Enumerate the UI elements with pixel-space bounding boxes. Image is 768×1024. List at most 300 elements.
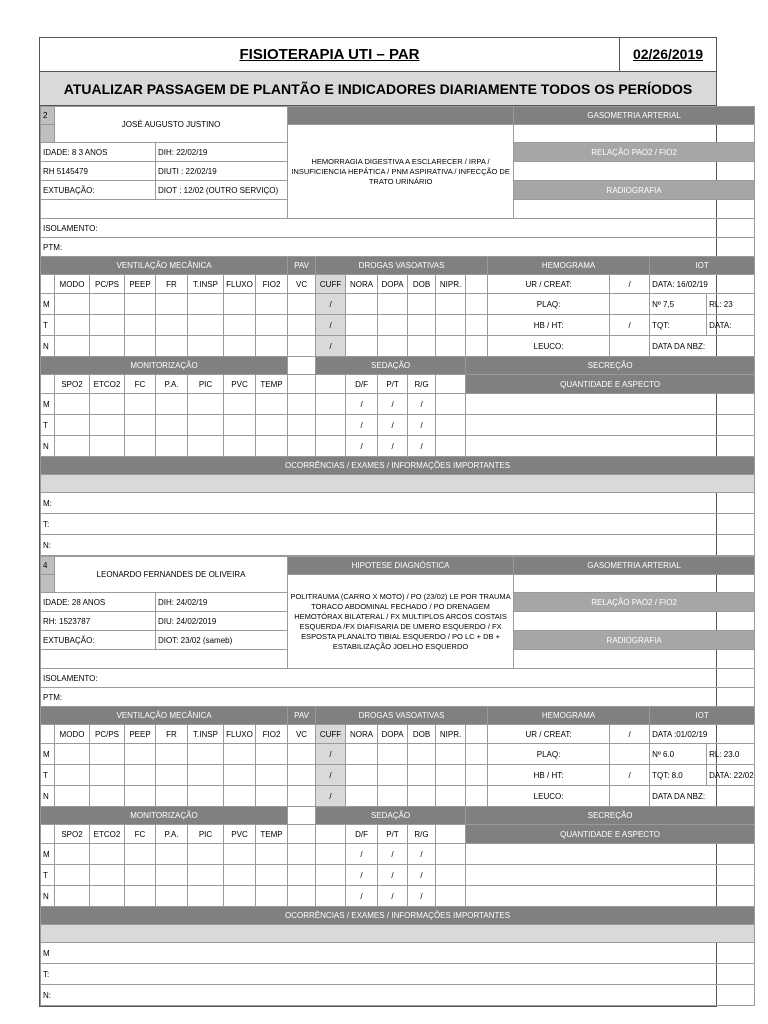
iot-field: RL: 23 [707, 294, 755, 315]
sed-input[interactable] [436, 844, 466, 865]
vm-col-header: NIPR. [436, 275, 466, 294]
ocorrencias-header: OCORRÊNCIAS / EXAMES / INFORMAÇÕES IMPORTANTES [41, 457, 755, 475]
blank-cell[interactable] [316, 844, 346, 865]
drug-input[interactable] [346, 336, 378, 357]
sed-slash[interactable]: / [378, 844, 408, 865]
age-field: IDADE: 8 3 ANOS [41, 143, 156, 162]
iot-field: DATA: 22/02 [707, 765, 755, 786]
vm-col-header: FLUXO [224, 725, 256, 744]
mon-input[interactable] [256, 844, 288, 865]
mon-input[interactable] [125, 415, 156, 436]
title-row [40, 38, 716, 72]
vm-input[interactable] [288, 786, 316, 807]
vm-col-header: FR [156, 275, 188, 294]
sedacao-header: SEDAÇÃO [316, 357, 466, 375]
drug-input[interactable] [436, 786, 466, 807]
secrecao-input[interactable] [466, 415, 755, 436]
sed-slash[interactable]: / [378, 415, 408, 436]
iot-field: Nº 6.0 [650, 744, 707, 765]
relacao-value[interactable] [514, 612, 755, 631]
mon-col-header: ETCO2 [90, 825, 125, 844]
vm-input[interactable] [55, 336, 90, 357]
mon-input[interactable] [90, 886, 125, 907]
gasometria-value[interactable] [514, 125, 755, 143]
patient-block [40, 106, 755, 556]
vm-col-header: T.INSP [188, 275, 224, 294]
vm-col-header: PEEP [125, 725, 156, 744]
cuff-slash[interactable]: / [316, 315, 346, 336]
mon-input[interactable] [224, 886, 256, 907]
blank-cell[interactable] [288, 394, 316, 415]
mon-col-header: PIC [188, 375, 224, 394]
mon-input[interactable] [188, 865, 224, 886]
sed-col-header: R/G [408, 825, 436, 844]
secrecao-header: SECREÇÃO [466, 807, 755, 825]
vm-col-header: NORA [346, 275, 378, 294]
blank-cell [41, 725, 55, 744]
gasometria-value[interactable] [514, 575, 755, 593]
occurrence-line[interactable]: M: [41, 493, 755, 514]
drug-input[interactable] [378, 315, 408, 336]
drug-input[interactable] [466, 765, 488, 786]
blank-cell [466, 275, 488, 294]
sed-input[interactable] [436, 886, 466, 907]
quantidade-header: QUANTIDADE E ASPECTO [466, 375, 755, 394]
vm-input[interactable] [55, 744, 90, 765]
mon-input[interactable] [156, 865, 188, 886]
mon-input[interactable] [224, 394, 256, 415]
vm-input[interactable] [288, 294, 316, 315]
blank-cell [41, 650, 288, 669]
vm-input[interactable] [188, 765, 224, 786]
sed-input[interactable] [436, 436, 466, 457]
mon-input[interactable] [90, 844, 125, 865]
vm-col-header: FIO2 [256, 725, 288, 744]
sed-slash[interactable]: / [346, 844, 378, 865]
drug-input[interactable] [466, 336, 488, 357]
vm-input[interactable] [224, 765, 256, 786]
occurrence-line[interactable]: T: [41, 964, 755, 985]
vm-input[interactable] [90, 765, 125, 786]
mon-input[interactable] [125, 436, 156, 457]
mon-input[interactable] [188, 436, 224, 457]
blank-cell[interactable] [316, 394, 346, 415]
leuco-label: LEUCO: [488, 336, 610, 357]
sed-slash[interactable]: / [408, 436, 436, 457]
vm-input[interactable] [188, 294, 224, 315]
radiografia-value[interactable] [514, 200, 755, 219]
patient-name: JOSÉ AUGUSTO JUSTINO [55, 107, 288, 143]
mon-input[interactable] [188, 886, 224, 907]
vm-col-header: VC [288, 275, 316, 294]
vm-input[interactable] [125, 315, 156, 336]
blank-cell [466, 725, 488, 744]
vm-col-header: MODO [55, 275, 90, 294]
iot-field: RL: 23.0 [707, 744, 755, 765]
drug-input[interactable] [436, 765, 466, 786]
drug-input[interactable] [436, 294, 466, 315]
ptm-field[interactable]: PTM: [41, 688, 755, 707]
blank-cell [41, 375, 55, 394]
blank-cell [436, 825, 466, 844]
mon-input[interactable] [188, 844, 224, 865]
vm-input[interactable] [288, 765, 316, 786]
shift-label: M [41, 844, 55, 865]
sed-slash[interactable]: / [346, 865, 378, 886]
sed-input[interactable] [436, 415, 466, 436]
drug-input[interactable] [378, 744, 408, 765]
mon-input[interactable] [125, 865, 156, 886]
sed-slash[interactable]: / [408, 886, 436, 907]
drug-input[interactable] [466, 786, 488, 807]
vm-input[interactable] [288, 315, 316, 336]
vm-input[interactable] [188, 336, 224, 357]
mon-input[interactable] [256, 886, 288, 907]
iot-data: DATA: 16/02/19 [650, 275, 755, 294]
drug-input[interactable] [436, 744, 466, 765]
mon-col-header: P.A. [156, 825, 188, 844]
vm-input[interactable] [90, 744, 125, 765]
mon-col-header: PVC [224, 825, 256, 844]
sed-col-header: P/T [378, 825, 408, 844]
quantidade-header: QUANTIDADE E ASPECTO [466, 825, 755, 844]
sedacao-header: SEDAÇÃO [316, 807, 466, 825]
vm-col-header: NIPR. [436, 725, 466, 744]
vm-input[interactable] [125, 336, 156, 357]
iot-field: TQT: [650, 315, 707, 336]
cuff-slash[interactable]: / [316, 765, 346, 786]
iot-field: Nº 7,5 [650, 294, 707, 315]
hem-value[interactable] [610, 336, 650, 357]
drug-input[interactable] [436, 336, 466, 357]
mon-input[interactable] [188, 415, 224, 436]
drug-input[interactable] [378, 294, 408, 315]
hypothesis-header [288, 107, 514, 125]
sed-input[interactable] [436, 865, 466, 886]
isolamento-field[interactable]: ISOLAMENTO: [41, 219, 755, 238]
bed-number: 2 [41, 107, 55, 125]
shift-label: T [41, 765, 55, 786]
drug-input[interactable] [408, 294, 436, 315]
gasometria-header: GASOMETRIA ARTERIAL [514, 557, 755, 575]
vm-input[interactable] [125, 294, 156, 315]
shift-label: N [41, 436, 55, 457]
mon-input[interactable] [55, 415, 90, 436]
mon-col-header: SPO2 [55, 375, 90, 394]
vm-input[interactable] [288, 336, 316, 357]
vm-input[interactable] [256, 294, 288, 315]
secrecao-input[interactable] [466, 394, 755, 415]
vm-input[interactable] [125, 765, 156, 786]
mon-input[interactable] [156, 415, 188, 436]
vm-col-header: FR [156, 725, 188, 744]
rh-field: RH: 1523787 [41, 612, 156, 631]
plaq-label: PLAQ: [488, 294, 610, 315]
shift-label: T [41, 415, 55, 436]
secrecao-input[interactable] [466, 436, 755, 457]
mon-input[interactable] [224, 844, 256, 865]
secrecao-input[interactable] [466, 865, 755, 886]
blank-cell[interactable] [316, 886, 346, 907]
cuff-slash[interactable]: / [316, 336, 346, 357]
sed-col-header: P/T [378, 375, 408, 394]
diagnosis-text: HEMORRAGIA DIGESTIVA A ESCLARECER / IRPA / INSUFICIENCIA HEPÁTICA / PNM ASPIRATIVA / INFECÇÃO DE TRATO URINÁRIO [288, 125, 514, 219]
blank-cell[interactable] [288, 415, 316, 436]
vm-col-header: DOB [408, 725, 436, 744]
blank-cell [41, 825, 55, 844]
nbz-label: DATA DA NBZ: [650, 336, 755, 357]
iot-field: TQT: 8.0 [650, 765, 707, 786]
relacao-header: RELAÇÃO PAO2 / FIO2 [514, 143, 755, 162]
shift-label: N [41, 786, 55, 807]
shift-label: M [41, 744, 55, 765]
vm-input[interactable] [90, 336, 125, 357]
diagnosis-text: POLITRAUMA (CARRO X MOTO) / PO (23/02) LE POR TRAUMA TORACO ABDOMINAL FECHADO / PO DRENAGEM HEMOTÓRAX BILATERAL / FX MULTIPLOS ARCOS COSTAIS ESQUERDA /FX DIAFISARIA DE UMERO ESQUERDO / FX ESPOSTA PLANALTO TIBIAL ESQUERDO / PO LC + DB + ESTABILIZAÇÃO JOELHO ESQUERDO [288, 575, 514, 669]
mon-input[interactable] [224, 436, 256, 457]
sed-slash[interactable]: / [378, 394, 408, 415]
vm-input[interactable] [125, 786, 156, 807]
vm-col-header: DOB [408, 275, 436, 294]
vm-col-header: FIO2 [256, 275, 288, 294]
vm-input[interactable] [55, 765, 90, 786]
mon-input[interactable] [256, 436, 288, 457]
vm-input[interactable] [224, 315, 256, 336]
mon-input[interactable] [156, 394, 188, 415]
drug-input[interactable] [346, 294, 378, 315]
vm-col-header: MODO [55, 725, 90, 744]
mon-input[interactable] [55, 886, 90, 907]
occurrence-line[interactable]: T: [41, 514, 755, 535]
vm-col-header: FLUXO [224, 275, 256, 294]
hem-value[interactable] [610, 744, 650, 765]
vm-input[interactable] [90, 294, 125, 315]
vm-col-header: PC/PS [90, 275, 125, 294]
vm-input[interactable] [55, 786, 90, 807]
drug-input[interactable] [346, 786, 378, 807]
sed-slash[interactable]: / [346, 436, 378, 457]
extubacao-field: EXTUBAÇÃO: [41, 631, 156, 650]
mon-input[interactable] [156, 436, 188, 457]
drug-input[interactable] [378, 336, 408, 357]
patient-block [40, 556, 755, 1006]
drug-input[interactable] [466, 315, 488, 336]
vm-input[interactable] [224, 786, 256, 807]
mon-input[interactable] [90, 436, 125, 457]
mon-col-header: ETCO2 [90, 375, 125, 394]
mon-input[interactable] [256, 394, 288, 415]
vm-input[interactable] [90, 315, 125, 336]
ocorrencias-header: OCORRÊNCIAS / EXAMES / INFORMAÇÕES IMPORTANTES [41, 907, 755, 925]
vm-input[interactable] [256, 765, 288, 786]
vm-input[interactable] [55, 315, 90, 336]
ptm-field[interactable]: PTM: [41, 238, 755, 257]
mon-input[interactable] [90, 865, 125, 886]
blank-cell [316, 375, 346, 394]
drug-input[interactable] [466, 294, 488, 315]
instruction-banner: ATUALIZAR PASSAGEM DE PLANTÃO E INDICADORES DIARIAMENTE TODOS OS PERÍODOS [40, 72, 716, 106]
drug-input[interactable] [408, 786, 436, 807]
vm-input[interactable] [156, 294, 188, 315]
hemograma-header: HEMOGRAMA [488, 707, 650, 725]
radiografia-header: RADIOGRAFIA [514, 181, 755, 200]
mon-input[interactable] [224, 415, 256, 436]
ventilacao-header: VENTILAÇÃO MECÂNICA [41, 257, 288, 275]
hb-slash[interactable]: / [610, 315, 650, 336]
mon-input[interactable] [156, 844, 188, 865]
blank-cell [288, 825, 316, 844]
vm-col-header: DOPA [378, 275, 408, 294]
vm-input[interactable] [256, 786, 288, 807]
form-title: FISIOTERAPIA UTI – PAR [239, 46, 420, 63]
vm-input[interactable] [90, 786, 125, 807]
sed-slash[interactable]: / [378, 886, 408, 907]
ocorrencias-band [41, 925, 755, 943]
occurrence-line[interactable]: M [41, 943, 755, 964]
ur-slash: / [610, 725, 650, 744]
diot-field: DIOT: 23/02 (sameb) [156, 631, 288, 650]
mon-input[interactable] [125, 394, 156, 415]
hb-slash[interactable]: / [610, 765, 650, 786]
ventilacao-header: VENTILAÇÃO MECÂNICA [41, 707, 288, 725]
blank-cell[interactable] [288, 886, 316, 907]
vm-input[interactable] [156, 336, 188, 357]
vm-input[interactable] [156, 315, 188, 336]
rh-field: RH 5145479 [41, 162, 156, 181]
radiografia-header: RADIOGRAFIA [514, 631, 755, 650]
secrecao-input[interactable] [466, 886, 755, 907]
bed-cell [41, 575, 55, 593]
iot-field: DATA: [707, 315, 755, 336]
mon-input[interactable] [156, 886, 188, 907]
cuff-slash[interactable]: / [316, 786, 346, 807]
blank-cell[interactable] [288, 865, 316, 886]
drug-input[interactable] [466, 744, 488, 765]
sed-col-header: R/G [408, 375, 436, 394]
vm-col-header: CUFF [316, 275, 346, 294]
sed-slash[interactable]: / [346, 886, 378, 907]
mon-col-header: PIC [188, 825, 224, 844]
vm-input[interactable] [256, 744, 288, 765]
occurrence-line[interactable]: N: [41, 985, 755, 1006]
cuff-slash[interactable]: / [316, 294, 346, 315]
mon-col-header: SPO2 [55, 825, 90, 844]
sed-slash[interactable]: / [378, 865, 408, 886]
mon-input[interactable] [125, 886, 156, 907]
dih-field: DIH: 24/02/19 [156, 593, 288, 612]
vm-input[interactable] [224, 294, 256, 315]
drogas-header: DROGAS VASOATIVAS [316, 257, 488, 275]
relacao-value[interactable] [514, 162, 755, 181]
hem-value[interactable] [610, 786, 650, 807]
drug-input[interactable] [378, 786, 408, 807]
mon-input[interactable] [55, 394, 90, 415]
mon-input[interactable] [55, 865, 90, 886]
mon-input[interactable] [90, 394, 125, 415]
drug-input[interactable] [436, 315, 466, 336]
vm-input[interactable] [125, 744, 156, 765]
iot-data: DATA :01/02/19 [650, 725, 755, 744]
vm-input[interactable] [188, 315, 224, 336]
sed-slash[interactable]: / [408, 844, 436, 865]
sed-slash[interactable]: / [378, 436, 408, 457]
drug-input[interactable] [408, 765, 436, 786]
blank-cell [41, 275, 55, 294]
sed-slash[interactable]: / [346, 415, 378, 436]
mon-input[interactable] [256, 865, 288, 886]
vm-input[interactable] [256, 315, 288, 336]
cuff-slash[interactable]: / [316, 744, 346, 765]
iot-header: IOT [650, 707, 755, 725]
vm-input[interactable] [55, 294, 90, 315]
vm-col-header: CUFF [316, 725, 346, 744]
drug-input[interactable] [346, 765, 378, 786]
mon-input[interactable] [125, 844, 156, 865]
mon-input[interactable] [188, 394, 224, 415]
blank-cell[interactable] [288, 844, 316, 865]
drug-input[interactable] [346, 744, 378, 765]
plaq-label: PLAQ: [488, 744, 610, 765]
age-field: IDADE: 28 ANOS [41, 593, 156, 612]
mon-input[interactable] [55, 844, 90, 865]
sed-slash[interactable]: / [408, 865, 436, 886]
blank-cell[interactable] [288, 436, 316, 457]
isolamento-field[interactable]: ISOLAMENTO: [41, 669, 755, 688]
vm-input[interactable] [256, 336, 288, 357]
secrecao-input[interactable] [466, 844, 755, 865]
vm-input[interactable] [156, 744, 188, 765]
blank-cell[interactable] [316, 415, 346, 436]
diu-field: DIU: 24/02/2019 [156, 612, 288, 631]
mon-input[interactable] [224, 865, 256, 886]
shift-label: M [41, 294, 55, 315]
vm-input[interactable] [224, 336, 256, 357]
vm-input[interactable] [188, 744, 224, 765]
hem-value[interactable] [610, 294, 650, 315]
bed-cell [41, 125, 55, 143]
blank-cell[interactable] [316, 436, 346, 457]
vm-input[interactable] [156, 765, 188, 786]
blank-cell [316, 825, 346, 844]
blank-cell [288, 375, 316, 394]
drogas-header: DROGAS VASOATIVAS [316, 707, 488, 725]
mon-input[interactable] [256, 415, 288, 436]
drug-input[interactable] [408, 315, 436, 336]
sed-slash[interactable]: / [408, 394, 436, 415]
drug-input[interactable] [408, 744, 436, 765]
vm-input[interactable] [288, 744, 316, 765]
diu-field: DIUTI : 22/02/19 [156, 162, 288, 181]
hypothesis-header: HIPOTESE DIAGNÓSTICA [288, 557, 514, 575]
mon-input[interactable] [55, 436, 90, 457]
drug-input[interactable] [408, 336, 436, 357]
drug-input[interactable] [378, 765, 408, 786]
blank-cell[interactable] [316, 865, 346, 886]
drug-input[interactable] [346, 315, 378, 336]
relacao-header: RELAÇÃO PAO2 / FIO2 [514, 593, 755, 612]
blank-cell [288, 807, 316, 825]
vm-col-header: DOPA [378, 725, 408, 744]
mon-input[interactable] [90, 415, 125, 436]
sed-input[interactable] [436, 394, 466, 415]
vm-col-header: PC/PS [90, 725, 125, 744]
occurrence-line[interactable]: N: [41, 535, 755, 556]
sed-slash[interactable]: / [346, 394, 378, 415]
vm-input[interactable] [188, 786, 224, 807]
sed-slash[interactable]: / [408, 415, 436, 436]
vm-input[interactable] [156, 786, 188, 807]
vm-input[interactable] [224, 744, 256, 765]
radiografia-value[interactable] [514, 650, 755, 669]
